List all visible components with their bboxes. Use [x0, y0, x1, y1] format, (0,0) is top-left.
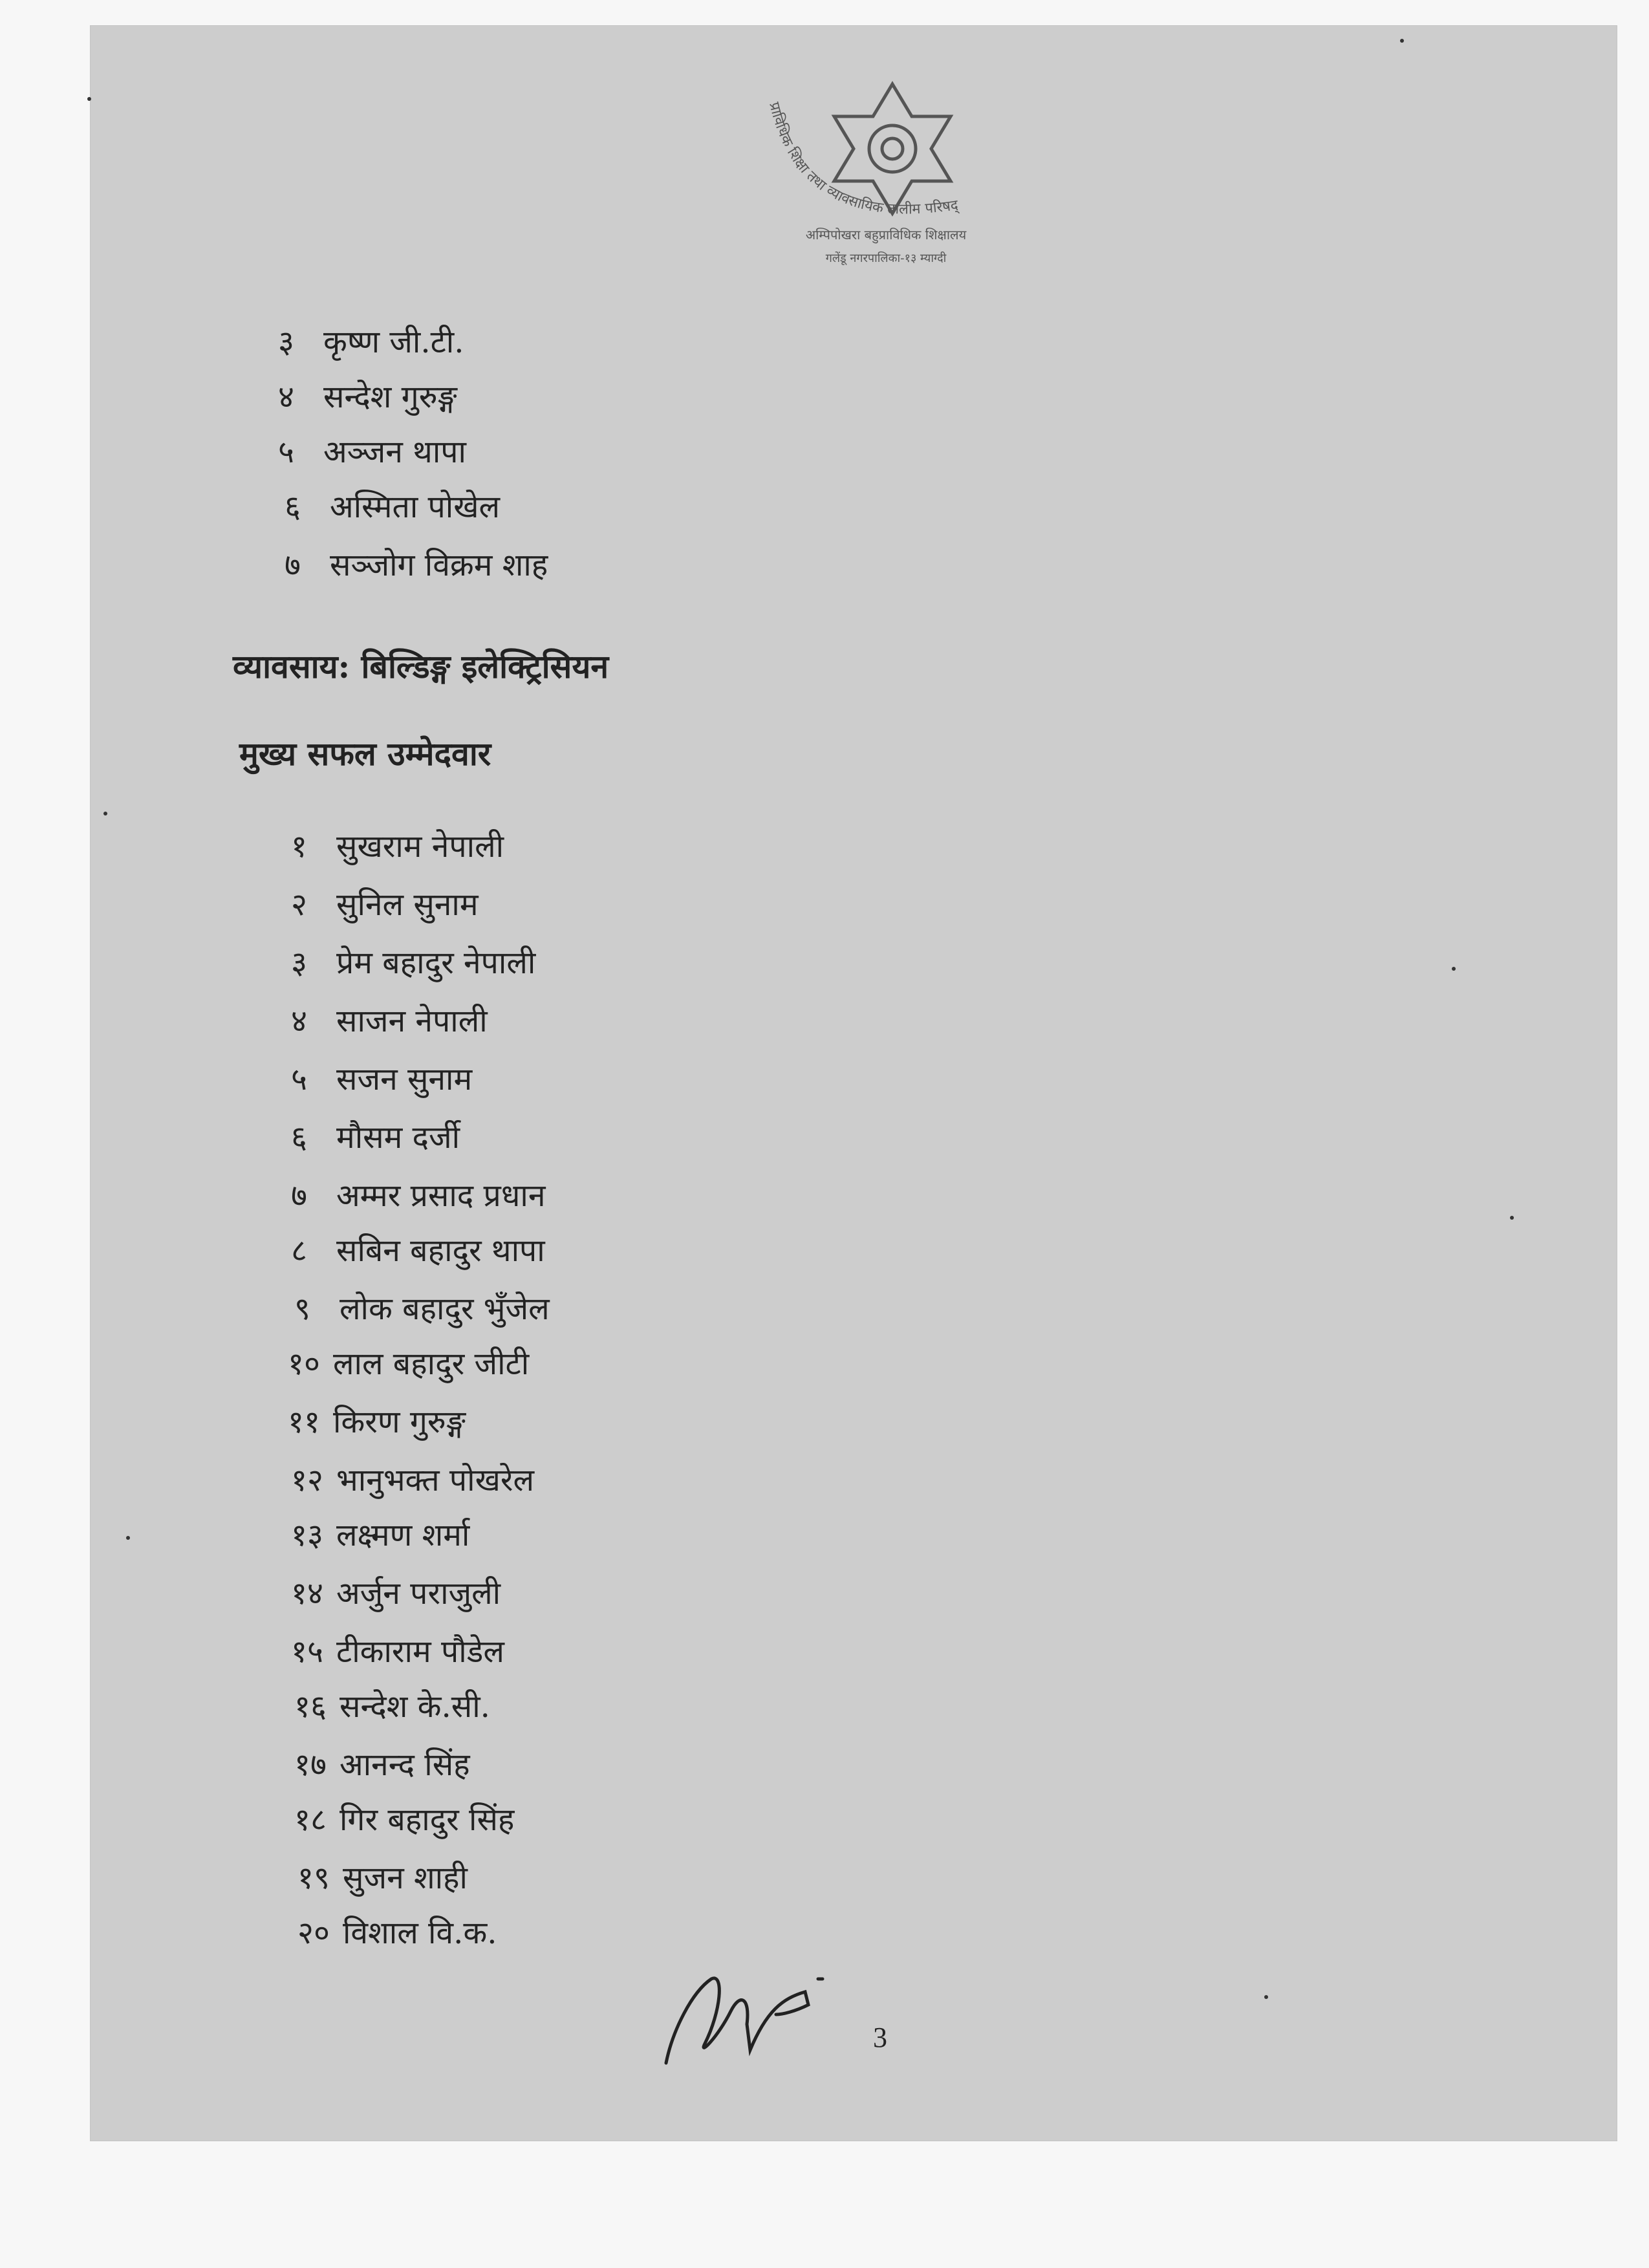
list-item	[294, 1287, 550, 1332]
list-item-number: १८	[294, 1802, 327, 1838]
list-item-name: सजन सुनाम	[336, 1061, 473, 1097]
list-item-name: गिर बहादुर सिंह	[339, 1802, 515, 1838]
candidates-heading: मुख्य सफल उम्मेदवार	[239, 735, 491, 773]
list-item	[285, 485, 500, 530]
list-item-number: ३	[278, 324, 294, 360]
list-item	[291, 883, 479, 928]
list-item-name: लाल बहादुर जीटी	[333, 1346, 530, 1382]
list-item-name: विशाल वि.क.	[343, 1915, 497, 1951]
list-item-number: ५	[278, 434, 294, 470]
list-item-number: १६	[294, 1689, 327, 1725]
list-item	[294, 1685, 490, 1730]
list-item-name: अञ्जन थापा	[323, 434, 466, 470]
list-item-name: कृष्ण जी.टी.	[323, 324, 464, 360]
list-item-name: सुजन शाही	[343, 1860, 468, 1896]
list-item	[278, 320, 464, 365]
list-item-number: ११	[288, 1404, 320, 1440]
list-item-name: सबिन बहादुर थापा	[336, 1233, 545, 1269]
list-item-number: ६	[285, 489, 301, 525]
list-item-number: ७	[291, 1178, 307, 1214]
list-item-number: ४	[278, 379, 294, 415]
list-item	[291, 1513, 469, 1559]
list-item-name: लक्ष्मण शर्मा	[336, 1517, 470, 1553]
list-item-name: प्रेम बहादुर नेपाली	[336, 945, 536, 981]
list-item-number: २०	[297, 1915, 330, 1951]
list-item-name: सुखराम नेपाली	[336, 828, 504, 865]
scan-speck	[1510, 1216, 1514, 1220]
list-item-number: ९	[294, 1291, 310, 1327]
list-item-number: १३	[291, 1517, 323, 1553]
list-item-number: २	[291, 887, 307, 923]
list-item-name: सुनिल सुनाम	[336, 887, 479, 923]
scan-speck	[1400, 39, 1404, 43]
list-item-number: ७	[285, 547, 301, 583]
list-item-number: ४	[291, 1003, 307, 1039]
list-item	[291, 1571, 501, 1617]
list-item	[297, 1856, 468, 1901]
list-item-name: सञ्जोग विक्रम शाह	[330, 547, 548, 583]
list-item-number: १९	[297, 1860, 330, 1896]
list-item	[291, 1057, 472, 1103]
list-item	[291, 941, 535, 986]
list-item-number: १४	[291, 1575, 323, 1612]
list-item-name: अम्मर प्रसाद प्रधान	[336, 1178, 546, 1214]
list-item	[291, 1229, 545, 1274]
list-item	[291, 1458, 534, 1504]
list-item	[291, 825, 504, 870]
scan-speck	[103, 812, 107, 815]
list-item-number: १५	[291, 1634, 323, 1670]
list-item	[291, 999, 488, 1044]
list-item-number: ६	[291, 1119, 307, 1156]
list-item	[291, 1630, 504, 1675]
institution-seal	[757, 78, 1041, 285]
list-item-name: भानुभक्त पोखरेल	[336, 1462, 535, 1498]
list-item-name: अर्जुन पराजुली	[336, 1575, 501, 1612]
list-item-name: आनन्द सिंह	[339, 1747, 470, 1783]
scan-speck	[1264, 1995, 1268, 1999]
list-item	[288, 1342, 529, 1387]
list-item	[278, 375, 457, 420]
list-item-name: अस्मिता पोखेल	[330, 489, 501, 525]
seal-text-line-2: अम्पिपोखरा बहुप्राविधिक शिक्षालय	[805, 227, 967, 243]
list-item-number: १७	[294, 1747, 327, 1783]
list-item-number: ८	[291, 1233, 307, 1269]
page-number: 3	[873, 2022, 887, 2053]
seal-text-line-1: प्राविधिक शिक्षा तथा व्यावसायिक तालीम परिषद्	[766, 100, 960, 218]
list-item	[294, 1743, 470, 1788]
list-item-number: १	[291, 828, 307, 865]
list-item-number: ५	[291, 1061, 307, 1097]
list-item-name: सन्देश गुरुङ्ग	[323, 379, 457, 415]
list-item-number: ३	[291, 945, 307, 981]
list-item-name: मौसम दर्जी	[336, 1119, 460, 1156]
list-item-name: साजन नेपाली	[336, 1003, 488, 1039]
scan-speck	[126, 1536, 130, 1540]
handwritten-signature	[653, 1953, 847, 2082]
scan-speck	[1452, 967, 1456, 971]
list-item	[278, 430, 466, 475]
list-item-number: १०	[288, 1346, 320, 1382]
list-item	[294, 1798, 514, 1843]
list-item-number: १२	[291, 1462, 323, 1498]
scan-speck	[87, 97, 91, 101]
svg-text:प्राविधिक शिक्षा तथा व्यावसायि	[766, 101, 960, 218]
list-item-name: सन्देश के.सी.	[339, 1689, 490, 1725]
list-item-name: टीकाराम पौडेल	[336, 1634, 504, 1670]
list-item	[297, 1911, 497, 1956]
list-item	[285, 543, 548, 589]
list-item	[291, 1174, 545, 1219]
list-item	[291, 1116, 460, 1161]
seal-text-line-3: गलेंडू नगरपालिका-१३ म्याग्दी	[825, 252, 947, 265]
occupation-heading: व्यावसाय: बिल्डिङ्ग इलेक्ट्रिसियन	[233, 647, 609, 686]
list-item-name: लोक बहादुर भुँजेल	[339, 1291, 550, 1327]
list-item-name: किरण गुरुङ्ग	[333, 1404, 466, 1440]
list-item	[288, 1400, 466, 1445]
